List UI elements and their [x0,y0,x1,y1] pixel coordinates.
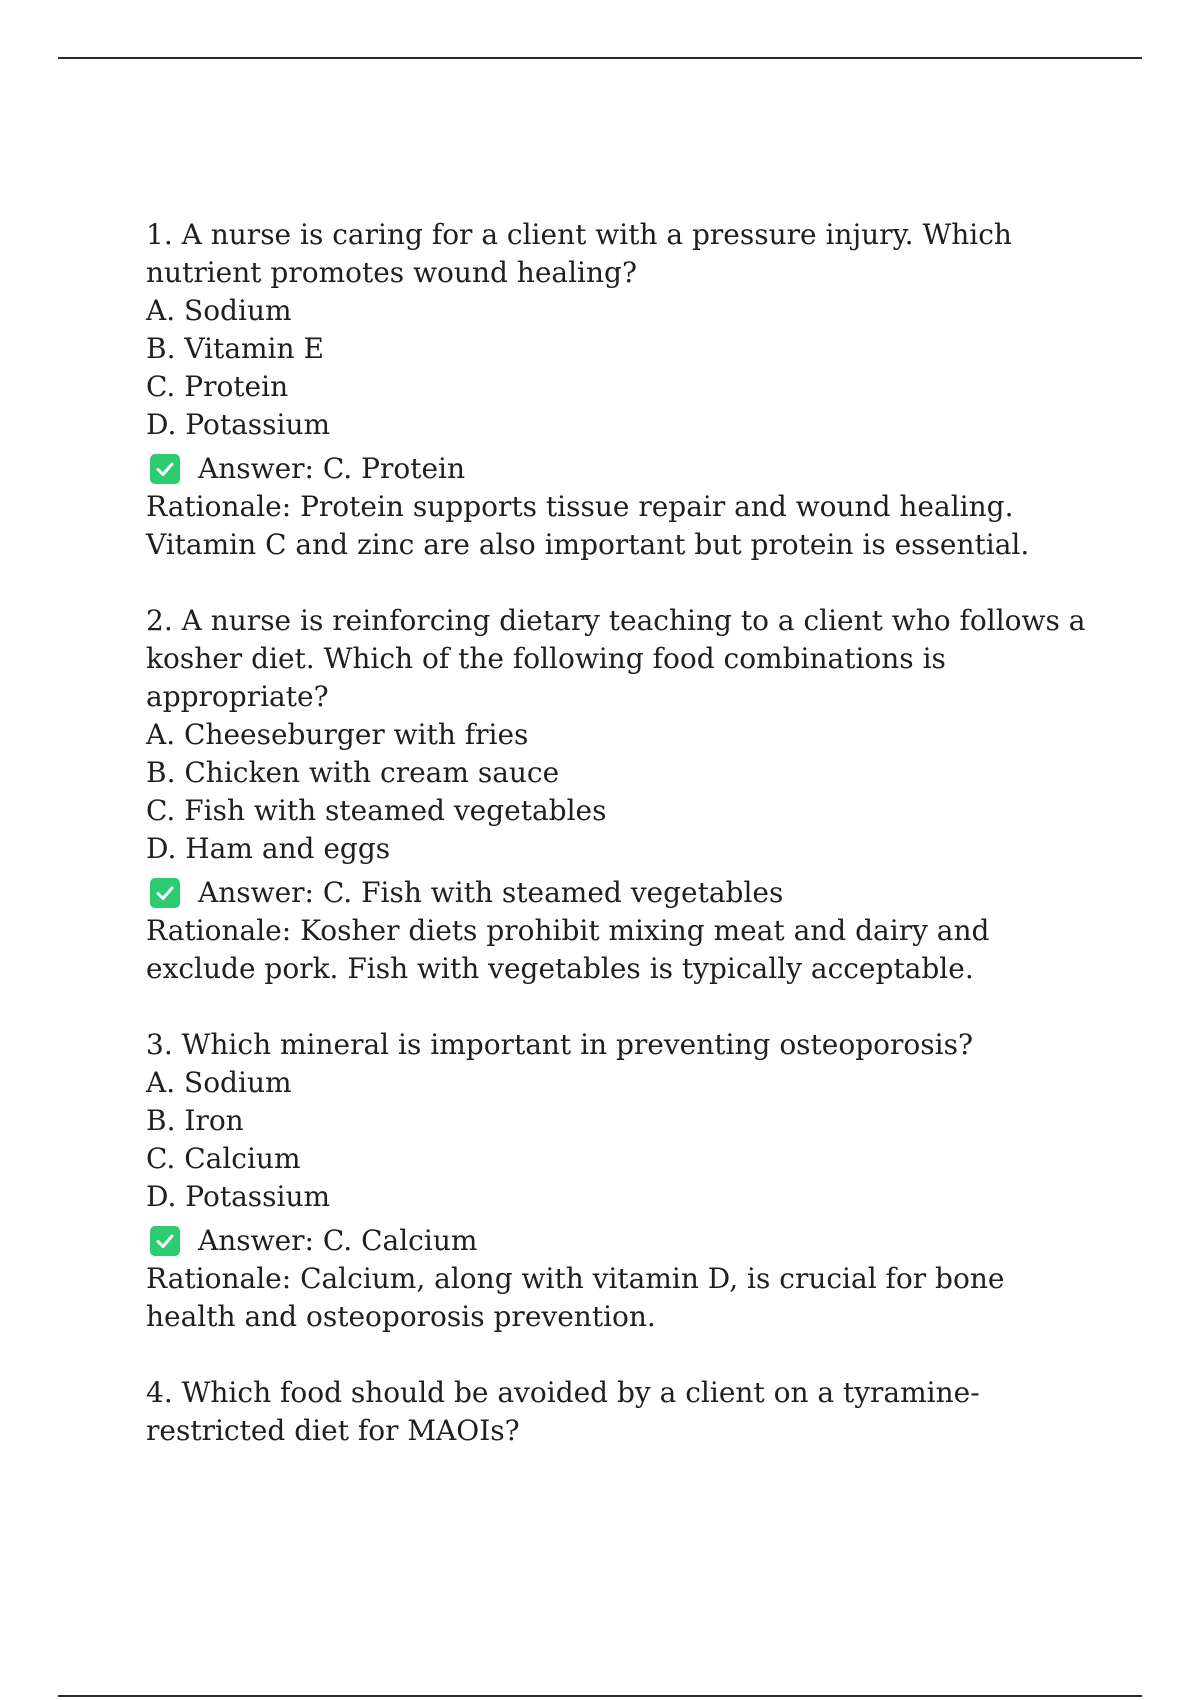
option-a: A. Sodium [146,294,292,327]
answer-line [146,874,1096,912]
question-text: 2. A nurse is reinforcing dietary teaching to a client who follows a kosher diet. Which of the following food combinations is appropriate? [146,604,1086,713]
option-d: D. Ham and eggs [146,832,391,865]
top-rule [58,57,1142,59]
option-b: B. Iron [146,1104,244,1137]
option-c: C. Protein [146,370,289,403]
rationale-text: Rationale: Kosher diets prohibit mixing meat and dairy and exclude pork. Fish with vegetables is typically acceptable. [146,914,990,985]
option-c: C. Calcium [146,1142,301,1175]
question-text: 4. Which food should be avoided by a client on a tyramine-restricted diet for MAOIs? [146,1376,980,1447]
question-text: 3. Which mineral is important in preventing osteoporosis? [146,1028,973,1061]
question-block-4 [146,1374,1096,1450]
rationale-text: Rationale: Protein supports tissue repair and wound healing. Vitamin C and zinc are also important but protein is essential. [146,490,1030,561]
question-block-1 [146,216,1096,564]
check-mark-icon [150,454,180,484]
question-block-2 [146,602,1096,988]
answer-line [146,450,1096,488]
answer-text: Answer: C. Calcium [198,1224,478,1257]
option-a: A. Cheeseburger with fries [146,718,529,751]
answer-line [146,1222,1096,1260]
bottom-rule [58,1695,1142,1697]
answer-text: Answer: C. Protein [198,452,465,485]
check-mark-icon [150,878,180,908]
option-d: D. Potassium [146,1180,331,1213]
question-text: 1. A nurse is caring for a client with a pressure injury. Which nutrient promotes wound healing? [146,218,1012,289]
option-b: B. Chicken with cream sauce [146,756,560,789]
answer-text: Answer: C. Fish with steamed vegetables [198,876,784,909]
option-d: D. Potassium [146,408,331,441]
option-b: B. Vitamin E [146,332,324,365]
question-block-3 [146,1026,1096,1336]
rationale-text: Rationale: Calcium, along with vitamin D, is crucial for bone health and osteoporosis prevention. [146,1262,1005,1333]
document-content [146,216,1096,1488]
option-a: A. Sodium [146,1066,292,1099]
option-c: C. Fish with steamed vegetables [146,794,607,827]
check-mark-icon [150,1226,180,1256]
